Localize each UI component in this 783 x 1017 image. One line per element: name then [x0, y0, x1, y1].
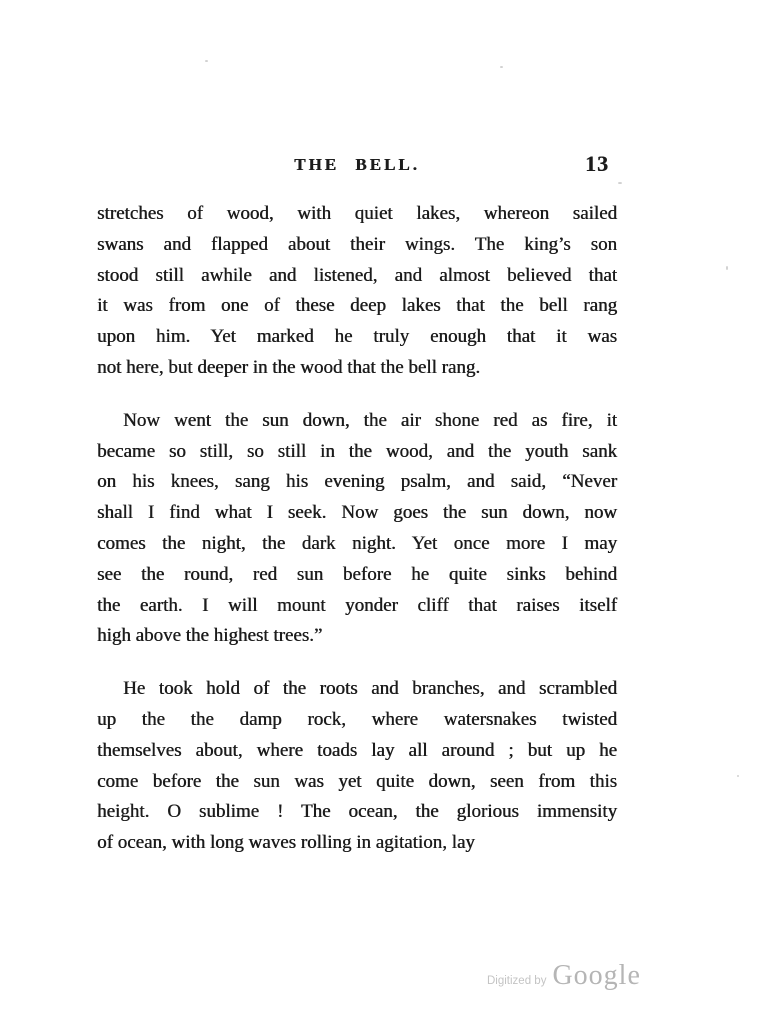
- page-header: [97, 151, 617, 176]
- text-line: up the the damp rock, where watersnakes twisted: [97, 708, 617, 730]
- text-line: come before the sun was yet quite down, seen from this: [97, 770, 617, 792]
- scan-speck: [726, 266, 728, 270]
- google-logo: Google: [552, 960, 641, 991]
- text-line: upon him. Yet marked he truly enough that it was: [97, 326, 617, 348]
- text-line: it was from one of these deep lakes that the bell rang: [97, 295, 617, 317]
- google-watermark: [487, 960, 641, 992]
- digitized-by-label: Digitized by: [487, 975, 547, 987]
- page-body: [97, 199, 617, 859]
- running-title: THE BELL.: [294, 155, 420, 174]
- scan-speck: [737, 775, 739, 777]
- text-line: themselves about, where toads lay all around ; but up he: [97, 739, 617, 761]
- text-line: stood still awhile and listened, and almost believed that: [97, 264, 617, 286]
- paragraph: [97, 406, 617, 652]
- page-content: [97, 151, 617, 859]
- page-number: 13: [585, 151, 609, 176]
- text-line: became so still, so still in the wood, and the youth sank: [97, 440, 617, 462]
- text-line: stretches of wood, with quiet lakes, whereon sailed: [97, 203, 617, 224]
- scan-speck: [500, 66, 503, 68]
- text-line: of ocean, with long waves rolling in agitation, lay: [97, 832, 475, 854]
- text-line: height. O sublime ! The ocean, the glorious immensity: [97, 801, 617, 823]
- text-line: see the round, red sun before he quite sinks behind: [97, 563, 617, 585]
- text-line: on his knees, sang his evening psalm, and said, “Never: [97, 471, 617, 493]
- text-line: the earth. I will mount yonder cliff that raises itself: [97, 594, 617, 616]
- text-line: He took hold of the roots and branches, and scrambled: [123, 678, 617, 700]
- scan-speck: [618, 182, 622, 184]
- paragraph: [97, 674, 617, 859]
- text-line: Now went the sun down, the air shone red as fire, it: [123, 409, 617, 431]
- text-line: swans and flapped about their wings. The king’s son: [97, 233, 617, 255]
- paragraph: [97, 199, 617, 384]
- text-line: not here, but deeper in the wood that the bell rang.: [97, 356, 481, 378]
- text-line: comes the night, the dark night. Yet once more I may: [97, 532, 617, 554]
- text-line: high above the highest trees.”: [97, 625, 323, 647]
- scan-speck: [205, 60, 208, 62]
- text-line: shall I find what I seek. Now goes the sun down, now: [97, 502, 617, 524]
